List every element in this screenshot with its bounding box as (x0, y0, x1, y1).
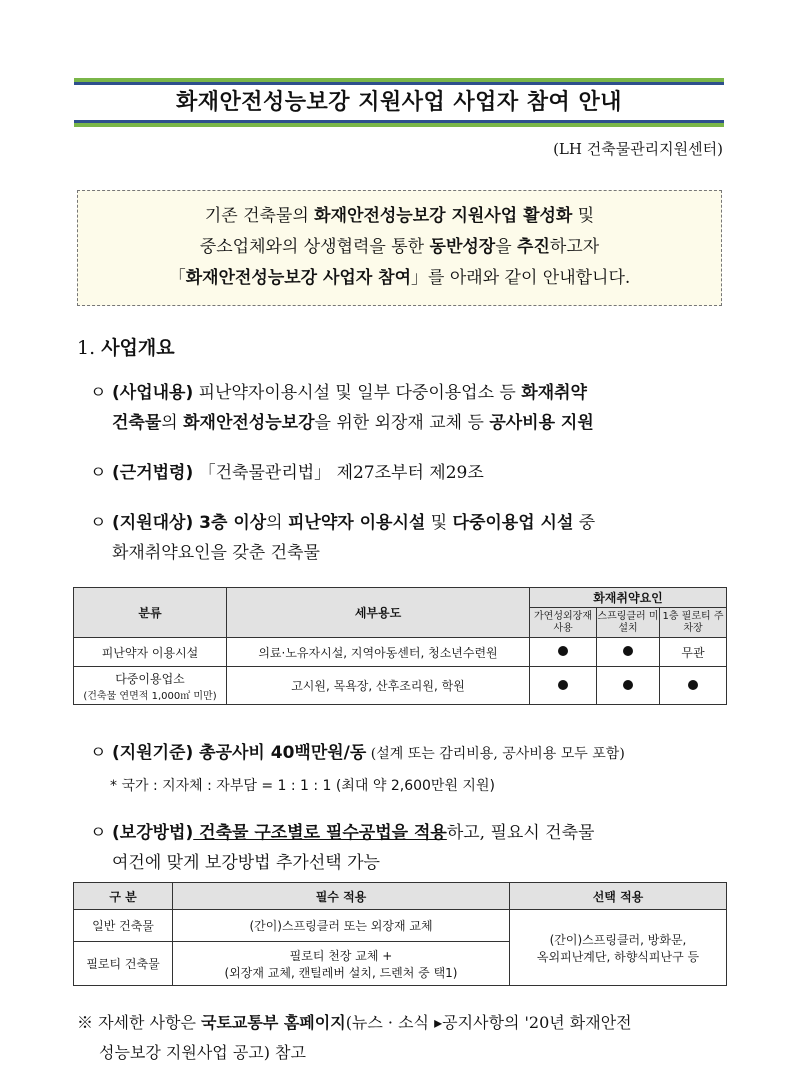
section-heading (77, 333, 175, 360)
organization-name: (LH 건축물관리지원센터) (553, 140, 723, 158)
item-text: 하고, 필요시 건축물 (446, 823, 595, 843)
table-cell-text: (외장재 교체, 캔틸레버 설치, 드렌처 중 택1) (224, 965, 458, 980)
bullet-mark: ㅇ (90, 513, 107, 533)
table-header-detail: 세부용도 (227, 588, 530, 638)
bullet-dot-icon (623, 680, 633, 690)
item-legal-basis (90, 458, 730, 488)
intro-box (77, 190, 722, 306)
item-label: (근거법령) (112, 463, 194, 483)
table-cell: (간이)스프링클러 또는 외장재 교체 (173, 910, 510, 942)
intro-emphasis: 화재안전성능보강 사업자 참여 (185, 268, 412, 288)
item-emphasis: 건축물 (112, 413, 162, 433)
bullet-dot-icon (688, 680, 698, 690)
item-label: (지원대상) (112, 513, 194, 533)
item-business-content (90, 378, 730, 438)
bullet-mark: ㅇ (90, 743, 107, 763)
item-emphasis: 화재취약 (521, 383, 587, 403)
table-row (74, 910, 727, 942)
title-bottom-green-rule (74, 123, 724, 127)
table-header-optional: 선택 적용 (510, 883, 727, 910)
table-cell (530, 667, 597, 705)
table-cell: 무관 (660, 638, 727, 667)
table-cell: 피난약자 이용시설 (74, 638, 227, 667)
item-label: (사업내용) (112, 383, 194, 403)
item-text: 및 (425, 513, 453, 533)
intro-emphasis: 동반성장 (429, 237, 496, 257)
table-cell-text: 옥외피난계단, 하향식피난구 등 (536, 949, 700, 964)
item-reinforcement-method (90, 818, 730, 878)
page-title: 화재안전성능보강 지원사업 사업자 참여 안내 (176, 90, 622, 115)
table-header-risk: 화재취약요인 (530, 588, 727, 608)
table-cell-text: 다중이용업소 (115, 671, 185, 686)
table-cell-text: (간이)스프링클러, 방화문, (549, 932, 687, 947)
table-header-required: 필수 적용 (173, 883, 510, 910)
intro-text: 기존 건축물의 (204, 206, 315, 226)
footer-text: 성능보강 지원사업 공고) 참고 (99, 1043, 306, 1062)
intro-line-1 (88, 201, 711, 232)
section-number: 1. (77, 337, 96, 359)
bullet-dot-icon (558, 646, 568, 656)
intro-emphasis: 추진 (517, 237, 550, 257)
item-support-target (90, 508, 730, 568)
item-emphasis: 건축물 구조별로 필수공법을 적용 (193, 823, 447, 843)
cost-share-note: * 국가 : 지자체 : 자부담 = 1 : 1 : 1 (최대 약 2,600만원 지원) (110, 778, 495, 794)
table-cell (597, 638, 660, 667)
bullet-mark: ㅇ (90, 463, 107, 483)
intro-line-2 (88, 232, 711, 263)
intro-text: 「 (168, 268, 186, 288)
item-text: 여건에 맞게 보강방법 추가선택 가능 (112, 853, 380, 873)
table-cell-optional (510, 910, 727, 986)
section-title: 사업개요 (101, 337, 175, 359)
table-subheader: 1층 필로티 주차장 (660, 608, 727, 638)
item-text: 화재취약요인을 갖춘 건축물 (112, 543, 320, 563)
item-text: 「건축물관리법」 제27조부터 제29조 (193, 463, 484, 483)
item-text: 중 (573, 513, 596, 533)
bullet-mark: ㅇ (90, 823, 107, 843)
table-header-class: 분류 (74, 588, 227, 638)
item-text: (설계 또는 감리비용, 공사비용 모두 포함) (366, 746, 625, 762)
intro-text: 」를 아래와 같이 안내합니다. (411, 268, 631, 288)
reinforcement-method-table (73, 882, 727, 986)
table-cell (530, 638, 597, 667)
bullet-dot-icon (558, 680, 568, 690)
intro-emphasis: 화재안전성능보강 지원사업 활성화 (314, 206, 573, 226)
item-emphasis: 피난약자 이용시설 (288, 513, 426, 533)
table-cell-text: 필로티 천장 교체 + (289, 948, 393, 963)
item-support-criteria (90, 738, 730, 769)
item-label: (보강방법) (112, 823, 194, 843)
footer-text: ※ 자세한 사항은 (77, 1013, 201, 1032)
intro-text: 하고자 (549, 237, 600, 257)
bullet-dot-icon (623, 646, 633, 656)
intro-text: 중소업체와의 상생협력을 통한 (199, 237, 430, 257)
item-text: 피난약자이용시설 및 일부 다중이용업소 등 (193, 383, 522, 403)
table-cell: 의료·노유자시설, 지역아동센터, 청소년수련원 (227, 638, 530, 667)
table-cell: 고시원, 목욕장, 산후조리원, 학원 (227, 667, 530, 705)
intro-text: 을 (495, 237, 518, 257)
table-subheader: 가연성외장재 사용 (530, 608, 597, 638)
item-emphasis: 화재안전성능보강 (183, 413, 315, 433)
bullet-mark: ㅇ (90, 383, 107, 403)
table-cell (173, 942, 510, 986)
table-cell: 필로티 건축물 (74, 942, 173, 986)
table-header-type: 구 분 (74, 883, 173, 910)
footer-emphasis: 국토교통부 홈페이지 (201, 1013, 346, 1032)
footer-note (77, 1008, 727, 1068)
item-emphasis: 총공사비 40백만원/동 (193, 743, 367, 763)
table-row (74, 638, 727, 667)
table-cell (597, 667, 660, 705)
table-row (74, 667, 727, 705)
item-emphasis: 공사비용 지원 (489, 413, 594, 433)
item-emphasis: 3층 이상 (193, 513, 267, 533)
table-cell (74, 667, 227, 705)
intro-line-3 (88, 263, 711, 294)
table-cell-subtext: (건축물 연면적 1,000㎡ 미만) (83, 690, 217, 702)
table-subheader: 스프링클러 미설치 (597, 608, 660, 638)
item-emphasis: 다중이용업 시설 (452, 513, 574, 533)
table-cell: 일반 건축물 (74, 910, 173, 942)
item-text: 의 (161, 413, 184, 433)
item-text: 의 (266, 513, 288, 533)
footer-text: (뉴스 · 소식 ▸공지사항의 '20년 화재안전 (345, 1013, 632, 1032)
intro-text: 및 (572, 206, 595, 226)
item-label: (지원기준) (112, 743, 194, 763)
item-text: 을 위한 외장재 교체 등 (314, 413, 490, 433)
target-building-table (73, 587, 727, 705)
table-cell (660, 667, 727, 705)
